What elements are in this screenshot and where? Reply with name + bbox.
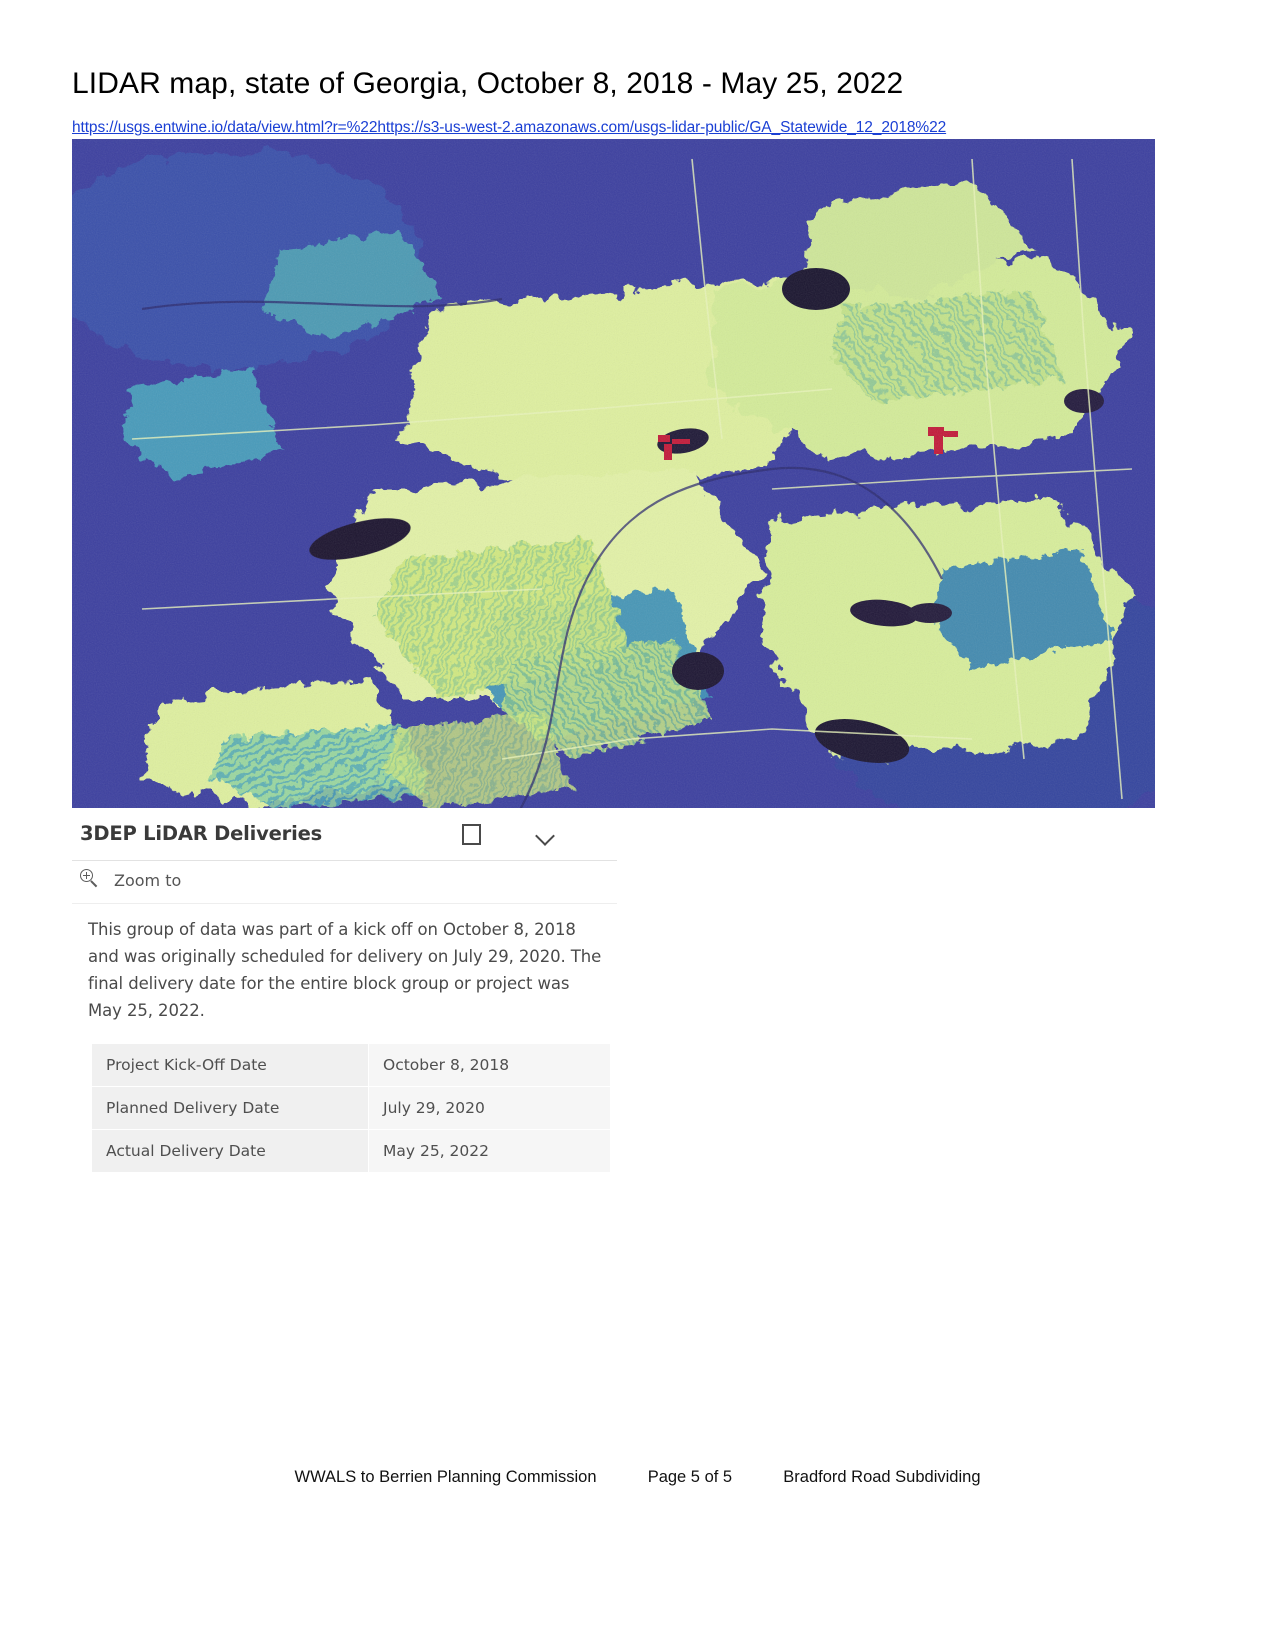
lidar-deliveries-panel — [72, 812, 617, 1173]
table-row — [92, 1130, 610, 1173]
delivery-dates-table — [92, 1044, 610, 1173]
chevron-down-icon[interactable] — [535, 824, 557, 846]
lidar-map-image — [72, 139, 1155, 808]
page-title: LIDAR map, state of Georgia, October 8, 2018 - May 25, 2022 — [72, 67, 904, 100]
table-cell-key: Project Kick-Off Date — [92, 1044, 369, 1087]
table-cell-key: Actual Delivery Date — [92, 1130, 369, 1173]
footer-left: WWALS to Berrien Planning Commission — [294, 1468, 597, 1486]
table-row — [92, 1044, 610, 1087]
table-row — [92, 1087, 610, 1130]
table-cell-value: July 29, 2020 — [369, 1087, 611, 1130]
source-url-link[interactable]: https://usgs.entwine.io/data/view.html?r=%22https://s3-us-west-2.amazonaws.com/usgs-lidar-public/GA_Statewide_12_2018%22 — [72, 119, 947, 136]
panel-header — [72, 812, 617, 861]
table-cell-value: October 8, 2018 — [369, 1044, 611, 1087]
table-cell-key: Planned Delivery Date — [92, 1087, 369, 1130]
lidar-map-render — [72, 139, 1155, 808]
zoom-in-icon — [80, 869, 100, 889]
footer-right: Bradford Road Subdividing — [783, 1468, 981, 1486]
panel-square-icon[interactable] — [462, 824, 481, 845]
footer-center: Page 5 of 5 — [647, 1468, 733, 1486]
panel-description: This group of data was part of a kick off on October 8, 2018 and was originally scheduled for delivery on July 29, 2020. The final delivery date for the entire block group or project was May 25, 2022. — [88, 920, 602, 1020]
table-cell-value: May 25, 2022 — [369, 1130, 611, 1173]
zoom-to-label: Zoom to — [114, 871, 182, 890]
zoom-to-row[interactable] — [72, 861, 617, 904]
page-footer — [0, 1468, 1275, 1487]
panel-title: 3DEP LiDAR Deliveries — [80, 822, 322, 845]
